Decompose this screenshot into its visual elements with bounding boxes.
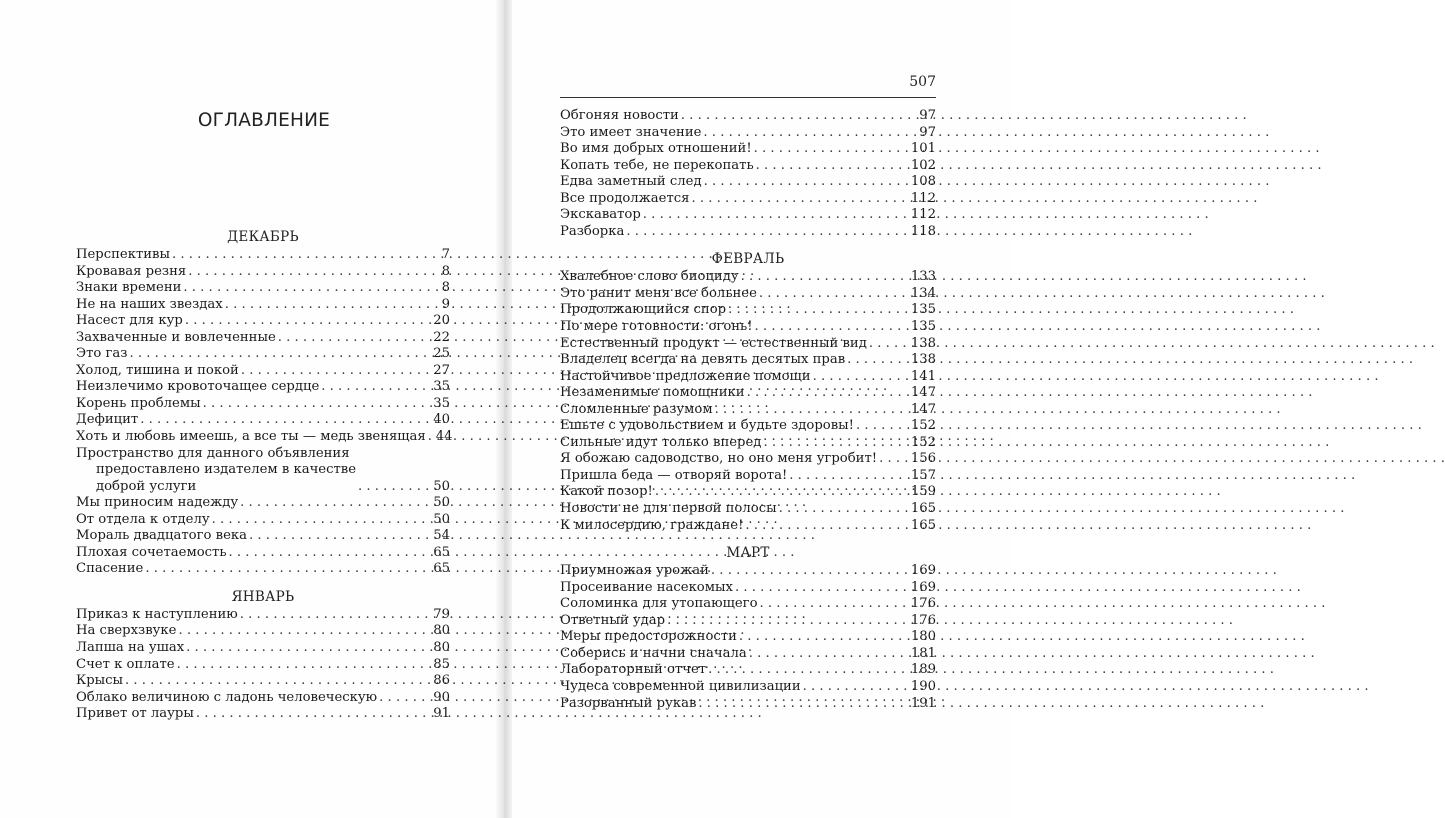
dot-leader [702,174,911,191]
entry-page-number: 25 [433,346,450,362]
dot-leader [227,545,434,562]
dot-leader [143,561,433,578]
entry-title: Едва заметный след [560,174,702,190]
entry-title: Кровавая резня [76,263,187,279]
dot-leader [737,629,911,646]
toc-entry[interactable] [76,429,453,446]
toc-entry[interactable] [76,706,450,723]
toc-entry[interactable] [76,264,450,281]
dot-leader [238,607,433,624]
toc-entry[interactable] [560,518,936,535]
entry-page-number: 20 [433,313,450,329]
dot-leader [377,690,433,707]
entry-page-number: 97 [919,108,936,123]
dot-leader [201,396,434,413]
page-number: 507 [909,74,936,90]
entry-title: Лапша на ушах [76,640,185,656]
entry-title: Незаменимые помощники [560,385,745,401]
entry-page-number: 97 [919,124,936,140]
dot-leader [701,125,919,142]
entry-page-number: 135 [910,302,936,318]
dot-leader [811,369,911,386]
dot-leader [247,528,433,545]
toc-entry[interactable] [560,629,936,646]
entry-page-number: 169 [910,579,936,595]
entry-page-number: 141 [910,368,936,384]
entry-title: Во имя добрых отношений! [560,141,752,157]
dot-leader [238,495,433,512]
entry-page-number: 40 [433,412,450,428]
dot-leader [845,352,911,369]
toc-entry[interactable] [76,313,450,330]
dot-leader [319,379,433,396]
entry-page-number: 189 [910,662,936,678]
entry-title: Сломленные разумом [560,401,713,417]
toc-entry[interactable] [560,369,936,386]
entry-title: Мы приносим надежду [76,495,239,511]
toc-entry[interactable] [560,286,936,303]
toc-entry[interactable] [560,224,936,241]
entry-title: Корень проблемы [76,395,201,411]
dot-leader [194,706,433,723]
toc-entry[interactable] [560,580,936,597]
entry-title: Холод, тишина и покой [76,362,239,378]
entry-title: Неизлечимо кровоточащее сердце [76,379,320,395]
dot-leader [713,402,911,419]
dot-leader [758,596,911,613]
entry-title: Экскаватор [560,207,641,223]
entry-title: Продолжающийся спор [560,302,727,318]
entry-title-line: предоставлено издателем в качестве [96,462,357,478]
toc-entry[interactable] [76,297,450,314]
entry-title: Не на наших звездах [76,296,223,312]
entry-title: Перспективы [76,247,170,262]
toc-entry[interactable] [76,396,450,413]
dot-leader [761,435,910,452]
entry-page-number: 79 [433,606,450,622]
toc-entry[interactable] [560,319,936,336]
entry-title [76,446,356,496]
entry-title: От отдела к отделу [76,511,210,527]
entry-title: Насест для кур [76,313,183,329]
entry-page-number: 8 [441,280,450,296]
entry-title: Естественный продукт — естественный вид [560,335,867,351]
entry-page-number: 85 [433,656,450,672]
entry-page-number: 138 [910,335,936,351]
dot-leader [877,451,911,468]
entry-page-number: 27 [433,362,450,378]
entry-page-number: 102 [910,157,936,173]
toc-entry[interactable] [560,563,936,580]
toc-right-column [560,108,936,712]
toc-entry[interactable] [560,174,936,191]
entry-title: Я обожаю садоводство, но оно меня угробит! [560,451,878,467]
entry-title: Счет к оплате [76,656,175,672]
toc-entry[interactable] [76,607,450,624]
entry-title: Знаки времени [76,280,182,296]
entry-page-number: 159 [910,484,936,500]
entry-page-number: 112 [910,207,936,223]
dot-leader [867,336,911,353]
dot-leader [138,412,433,429]
toc-entry[interactable] [76,363,450,380]
toc-entry[interactable] [560,468,936,485]
toc-entry[interactable] [76,512,450,529]
entry-title: Соберись и начни сначала [560,645,747,661]
entry-title: Приказ к наступлению [76,606,238,622]
toc-entry[interactable] [560,269,936,286]
entry-page-number: 91 [433,706,450,722]
toc-entry[interactable] [76,673,450,690]
entry-page-number: 191 [910,695,936,711]
entry-title: Просеивание насекомых [560,579,733,595]
entry-page-number: 108 [910,174,936,190]
dot-leader [356,479,433,496]
dot-leader [175,657,434,674]
dot-leader [181,280,441,297]
section-heading: ЯНВАРЬ [231,588,295,605]
toc-entry[interactable] [560,501,936,518]
dot-leader [653,484,911,501]
dot-leader [854,418,911,435]
toc-entry[interactable] [560,402,936,419]
entry-title: Привет от лауры [76,706,194,722]
toc-entry[interactable] [76,379,450,396]
entry-page-number: 152 [910,434,936,450]
entry-title: Разборка [560,223,625,239]
entry-page-number: 86 [433,673,450,689]
entry-title: Копать тебе, не перекопать [560,157,754,173]
entry-title: Это газ [76,346,128,362]
entry-page-number: 8 [441,263,450,279]
toc-entry[interactable] [76,561,450,578]
entry-title: Меры предосторожности [560,629,737,645]
entry-title: Владелец всегда на девять десятых прав [560,352,846,368]
dot-leader [696,696,910,713]
entry-page-number: 35 [433,379,450,395]
entry-title: Чудеса современной цивилизации [560,678,801,694]
toc-entry[interactable] [560,191,936,208]
entry-title: Плохая сочетаемость [76,544,227,560]
entry-page-number: 35 [433,395,450,411]
entry-page-number: 176 [910,612,936,628]
entry-page-number: 147 [910,385,936,401]
entry-title: Спасение [76,561,144,577]
toc-entry[interactable] [560,336,936,353]
entry-page-number: 50 [433,478,450,494]
entry-page-number: 65 [433,561,450,577]
toc-entry[interactable] [76,657,450,674]
entry-title: Крысы [76,673,124,689]
dot-leader [183,313,433,330]
dot-leader [276,330,433,347]
entry-page-number: 54 [433,528,450,544]
entry-page-number: 101 [910,141,936,157]
dot-leader [184,640,433,657]
entry-title: Все продолжается [560,190,690,206]
toc-entry[interactable] [560,435,936,452]
entry-page-number: 80 [433,640,450,656]
entry-title: Мораль двадцатого века [76,528,247,544]
entry-title: Облако величиною с ладонь человеческую [76,689,378,705]
dot-leader [665,613,911,630]
entry-title-line: Пространство для данного объявления [76,445,350,461]
entry-title: Приумножая урожай [560,563,709,579]
dot-leader [186,264,441,281]
entry-title: Ответный удар [560,612,666,628]
toc-entry[interactable] [76,545,450,562]
entry-page-number: 22 [433,329,450,345]
dot-leader [689,191,910,208]
dot-leader [777,501,911,518]
entry-title: Соломинка для утопающего [560,596,758,612]
entry-title: К милосердию, граждане! [560,517,744,533]
header-rule [560,97,936,98]
dot-leader [426,429,436,446]
toc-entry[interactable] [560,302,936,319]
entry-page-number: 50 [433,511,450,527]
dot-leader [170,247,442,264]
toc-entry[interactable] [560,613,936,630]
entry-title: Обгоняя новости [560,108,679,123]
toc-entry[interactable] [560,385,936,402]
entry-title: Сильные идут только вперед [560,434,762,450]
entry-title: Лабораторный отчет [560,662,707,678]
entry-title: Пришла беда — отворяй ворота! [560,467,788,483]
entry-page-number: 135 [910,319,936,335]
entry-page-number: 80 [433,623,450,639]
entry-title: Настойчивое предложение помощи [560,368,811,384]
dot-leader [726,302,911,319]
entry-page-number: 169 [910,563,936,579]
entry-title: Ешьте с удовольствием и будьте здоровы! [560,418,854,434]
entry-title: Это ранит меня все больнее [560,285,757,301]
entry-page-number: 157 [910,467,936,483]
toc-entry[interactable] [76,280,450,297]
entry-page-number: 90 [433,689,450,705]
entry-title: Новости не для первой полосы [560,501,777,517]
toc-entry[interactable] [76,330,450,347]
entry-page-number: 138 [910,352,936,368]
toc-entry[interactable] [560,596,936,613]
entry-title: Дефицит [76,412,139,428]
entry-title-line: доброй услуги [96,478,197,494]
entry-page-number: 9 [441,296,450,312]
dot-leader [624,224,910,241]
entry-title: Разорванный рукав [560,695,697,711]
toc-entry[interactable] [560,451,936,468]
entry-page-number: 112 [910,190,936,206]
entry-page-number: 50 [433,495,450,511]
toc-entry[interactable] [560,679,936,696]
entry-title: Какой позор! [560,484,653,500]
entry-page-number: 44 [435,429,453,445]
entry-page-number: 180 [910,629,936,645]
dot-leader [801,679,911,696]
dot-leader [743,518,910,535]
entry-page-number: 156 [910,451,936,467]
entry-page-number: 134 [910,285,936,301]
dot-leader [641,207,911,224]
entry-title: По мере готовности: огонь! [560,319,753,335]
toc-entry[interactable] [560,207,936,224]
dot-leader [706,662,911,679]
contents-title: ОГЛАВЛЕНИЕ [197,110,331,131]
toc-entry[interactable] [560,108,936,125]
dot-leader [787,468,911,485]
entry-title: Хвалебное слово биоциду [560,269,739,285]
entry-page-number: 165 [910,517,936,533]
toc-entry[interactable] [76,495,450,512]
dot-leader [745,385,911,402]
dot-leader [127,346,433,363]
entry-page-number: 165 [910,501,936,517]
dot-leader [739,269,911,286]
toc-entry[interactable] [76,640,450,657]
toc-entry[interactable] [76,247,450,264]
toc-entry[interactable] [560,158,936,175]
toc-entry[interactable] [560,646,936,663]
toc-entry[interactable] [560,418,936,435]
toc-entry[interactable] [76,446,450,496]
toc-entry[interactable] [76,412,450,429]
toc-entry[interactable] [560,696,936,713]
toc-entry[interactable] [76,346,450,363]
entry-page-number: 147 [910,401,936,417]
entry-page-number: 190 [910,678,936,694]
dot-leader [123,673,433,690]
entry-page-number: 133 [910,269,936,285]
dot-leader [223,297,442,314]
entry-page-number: 118 [910,223,936,239]
toc-entry[interactable] [560,662,936,679]
toc-entry[interactable] [560,141,936,158]
dot-leader [239,363,433,380]
entry-title: Хоть и любовь имеешь, а все ты — медь звенящая [76,429,426,445]
dot-leader [757,286,911,303]
section-heading: МАРТ [726,545,770,562]
entry-page-number: 152 [910,418,936,434]
dot-leader [176,623,433,640]
toc-entry[interactable] [76,623,450,640]
section-heading: ДЕКАБРЬ [227,229,299,245]
toc-left-column [76,228,453,723]
dot-leader [753,319,911,336]
dot-leader [679,108,919,125]
entry-page-number: 65 [433,544,450,560]
dot-leader [709,563,911,580]
toc-entry[interactable] [560,125,936,142]
entry-title: На сверхзвуке [76,623,177,639]
entry-page-number: 7 [441,247,450,262]
dot-leader [747,646,911,663]
entry-page-number: 176 [910,596,936,612]
toc-entry[interactable] [560,352,936,369]
toc-entry[interactable] [76,690,450,707]
toc-entry[interactable] [560,484,936,501]
entry-title: Это имеет значение [560,124,702,140]
entry-page-number: 181 [910,645,936,661]
toc-entry[interactable] [76,528,450,545]
section-heading: ФЕВРАЛЬ [711,251,785,268]
dot-leader [733,580,911,597]
dot-leader [752,141,911,158]
entry-title: Захваченные и вовлеченные [76,329,276,345]
dot-leader [754,158,911,175]
dot-leader [210,512,434,529]
